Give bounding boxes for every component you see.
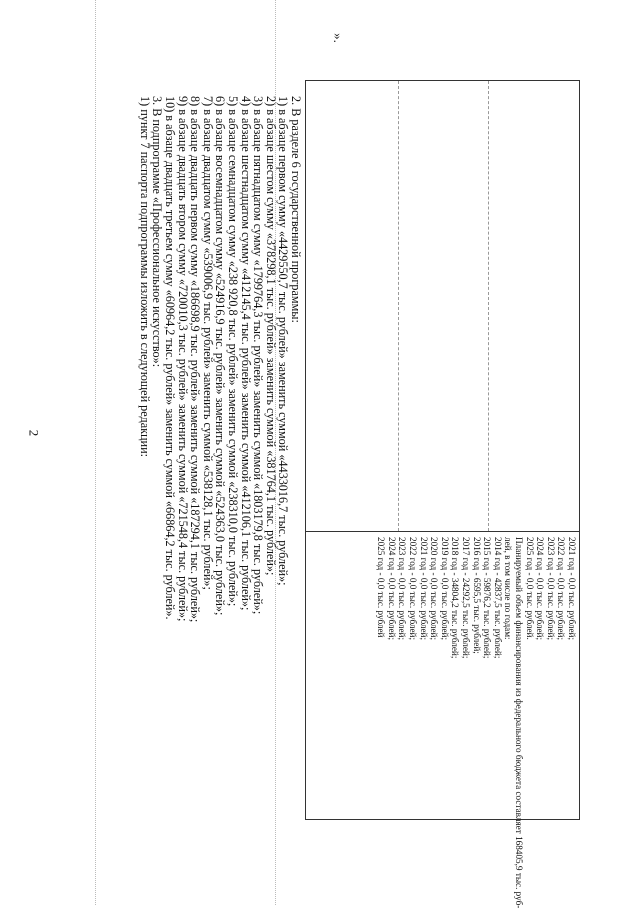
table-line: 2019 год - 0,0 тыс. рублей; (439, 537, 450, 641)
table-left-column (306, 81, 579, 532)
table-line: 2020 год - 0,0 тыс. рублей; (429, 537, 440, 641)
closing-quote-mark: ». (330, 33, 346, 43)
text-line: 1) в абзаце первом сумму «4429550,7 тыс. рублей» заменить суммой «4433016,7 тыс. рублей»; (276, 96, 291, 586)
text-line: 3. В подпрограмме «Профессиональное искусство»: (150, 96, 165, 368)
text-line: 5) в абзаце семнадцатом сумму «238 920,8 тыс. рублей» заменить суммой «238310,0 тыс. рублей»; (226, 96, 241, 607)
faint-guide-line (398, 81, 399, 531)
table-line: 2022 год - 0,0 тыс. рублей; (408, 537, 419, 641)
table-line: 2025 год - 0,0 тыс. рублей (376, 537, 387, 638)
text-line: 6) в абзаце восемнадцатом сумму «524916,9 тыс. рублей» заменить суммой «524363,0 тыс. рублей»; (213, 96, 228, 616)
table-line: 2024 год - 0,0 тыс. рублей; (386, 537, 397, 641)
table-line: 2021 год - 0,0 тыс. рублей; (567, 537, 577, 641)
page-number: 2 (26, 429, 42, 437)
table-line: 2021 год - 0,0 тыс. рублей; (418, 537, 429, 641)
table-line: 2023 год - 0,0 тыс. рублей; (545, 537, 556, 641)
rotated-document-content (60, 80, 580, 908)
text-line: 2) в абзаце шестом сумму «378298,1 тыс. рублей» заменить суммой «381764,1 тыс. рублей»; (263, 96, 278, 576)
table-line: лей, в том числе по годам: (503, 537, 514, 640)
table-line: 2014 год - 42837,5 тыс. рублей; (492, 537, 503, 659)
text-line: 3) в абзаце пятнадцатом сумму «1799764,3 тыс. рублей» заменить суммой «1803179,8 тыс. рублей»; (251, 96, 266, 615)
table-line: 2022 год - 0,0 тыс. рублей; (556, 537, 567, 641)
text-line: 10) в абзаце двадцать третьем сумму «60964,2 тыс. рублей» заменить суммой «66864,2 тыс. рублей». (163, 96, 178, 620)
text-line: 1) пункт 7 паспорта подпрограммы изложить в следующей редакции: (137, 96, 152, 457)
table-line: 2023 год - 0,0 тыс. рублей; (397, 537, 408, 641)
text-line: 9) в абзаце двадцать втором сумму «720010,3 тыс. рублей» заменить суммой «721548,4 тыс. рублей»; (175, 96, 190, 622)
text-line: 2. В разделе 6 государственной программы: (289, 96, 303, 323)
text-line: 4) в абзаце шестнадцатом сумму «412145,4 тыс. рублей» заменить суммой «412106,1 тыс. рублей»; (238, 96, 253, 611)
faint-guide-line (488, 81, 489, 531)
text-line: 8) в абзаце двадцать первом сумму «186698,9 тыс. рублей» заменить суммой «187294,1 тыс. рублей»; (188, 96, 203, 623)
table-line: 2025 год - 0,0 тыс. рублей. (524, 537, 535, 640)
passport-table-fragment (305, 80, 580, 908)
table-line: Планируемый объем финансирования из федерального бюджета составляет 168405,9 тыс. руб- (514, 537, 525, 908)
table-line: 2016 год - 6595,5 тыс. рублей; (471, 537, 482, 654)
table-line: 2018 год - 34804,2 тыс. рублей; (450, 537, 461, 659)
table-right-column (306, 533, 579, 908)
amendment-text (138, 80, 302, 820)
table-line: 2015 год - 59876,2 тыс. рублей; (482, 537, 493, 659)
table-line: 2024 год - 0,0 тыс. рублей; (535, 537, 546, 641)
table-line: 2017 год - 24292,5 тыс. рублей; (461, 537, 472, 659)
text-line: 7) в абзаце двадцатом сумму «539006,9 тыс. рублей» заменить суммой «538128,1 тыс. рублей»; (200, 96, 215, 590)
